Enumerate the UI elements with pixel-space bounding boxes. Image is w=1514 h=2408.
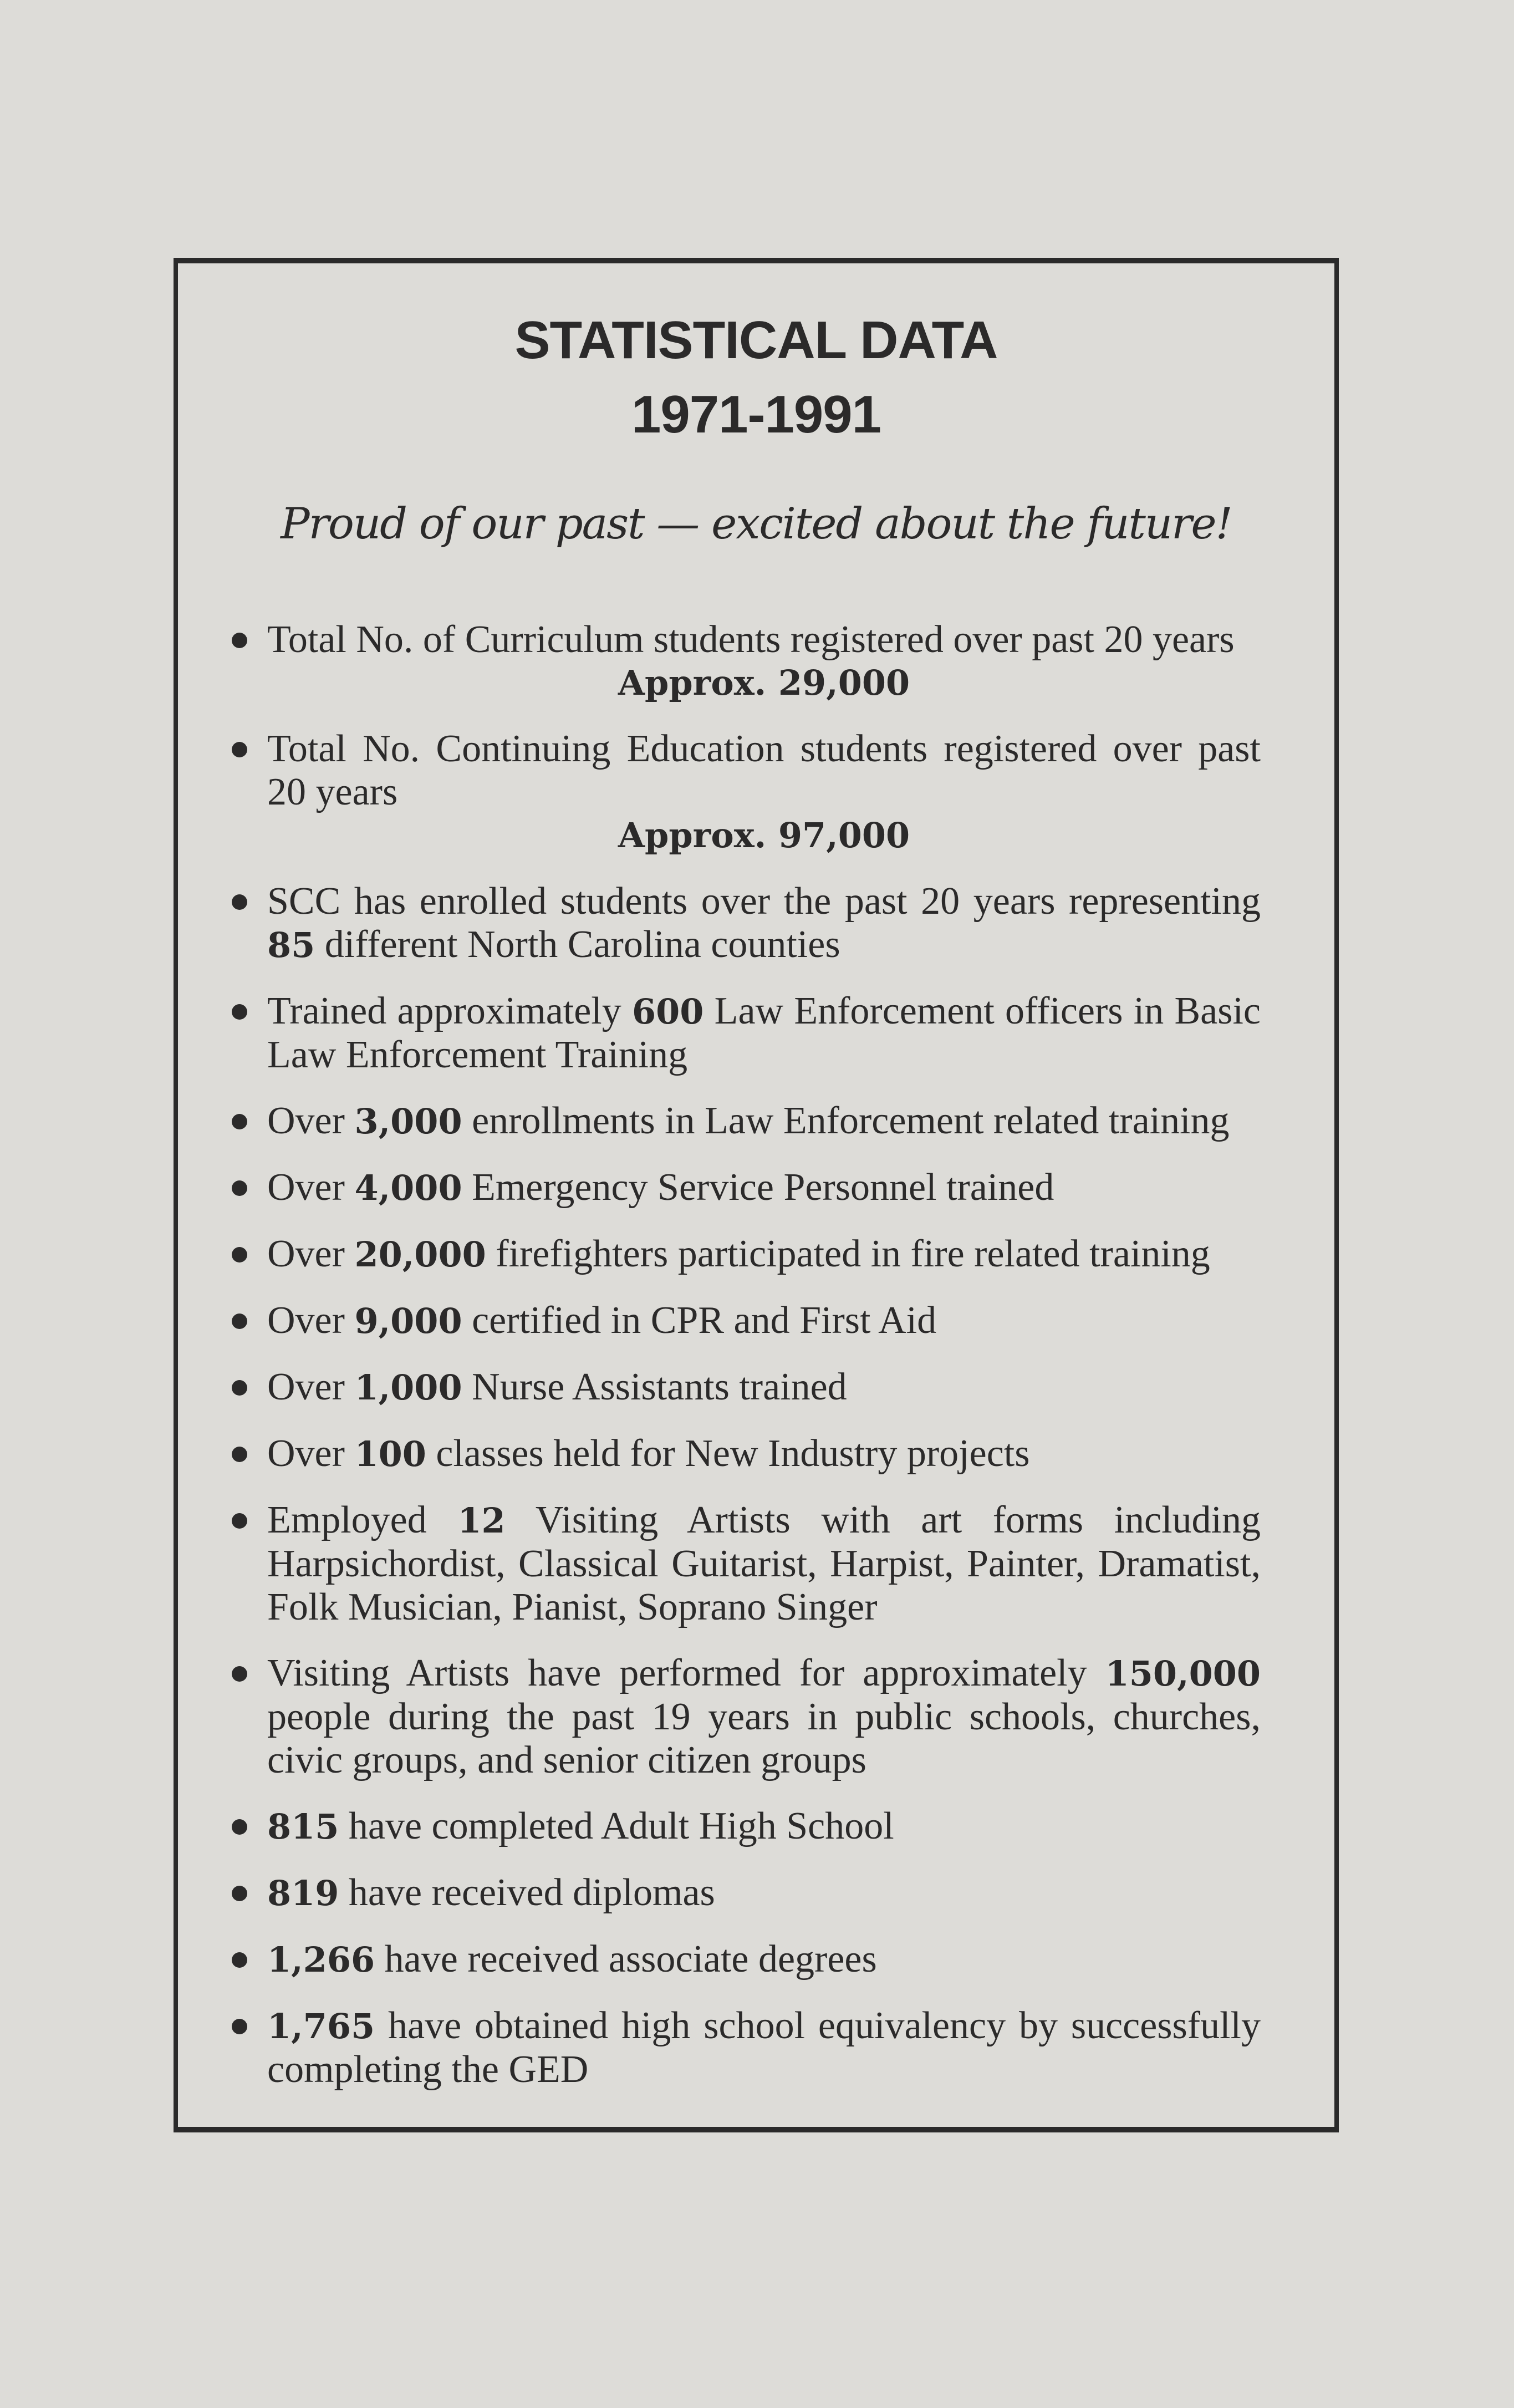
stat-text: Visiting Artists have performed for approximately	[267, 1652, 1105, 1694]
stat-number: 3,000	[354, 1101, 462, 1142]
bullet-icon	[232, 1380, 247, 1396]
bullet-icon	[232, 1314, 247, 1329]
list-item	[232, 1652, 1261, 1782]
stat-text: Visiting Artists with art forms including Harpsichordist, Classical Guitarist, Harpist, Painter, Dramatist, Folk Musician, Pianist, Soprano Singer	[267, 1499, 1261, 1628]
stat-number: 1,000	[354, 1367, 462, 1408]
stat-text: have received diplomas	[339, 1871, 715, 1914]
list-item	[232, 1871, 1261, 1915]
stat-text: Emergency Service Personnel trained	[462, 1166, 1054, 1209]
stat-text: Over	[267, 1366, 355, 1408]
bullet-icon	[232, 633, 247, 648]
stat-text: Nurse Assistants trained	[462, 1366, 847, 1408]
bullet-icon	[232, 1180, 247, 1196]
stat-number: 100	[354, 1434, 426, 1474]
list-item	[232, 880, 1261, 967]
stat-number: 150,000	[1105, 1653, 1261, 1694]
stat-text: have obtained high school equivalency by successfully completing the GED	[267, 2004, 1261, 2091]
bullet-icon	[232, 1513, 247, 1529]
list-item	[232, 1366, 1261, 1409]
list-item	[232, 1805, 1261, 1849]
stat-number: 600	[632, 991, 704, 1032]
stat-number: 20,000	[354, 1234, 486, 1275]
bullet-icon	[232, 1886, 247, 1901]
stat-text: Over	[267, 1299, 355, 1342]
bullet-icon	[232, 1447, 247, 1462]
list-item	[232, 990, 1261, 1077]
bullet-icon	[232, 1819, 247, 1835]
stat-text: Trained approximately	[267, 990, 633, 1032]
stat-number: 12	[457, 1500, 506, 1541]
bullet-icon	[232, 1247, 247, 1262]
stat-text: enrollments in Law Enforcement related training	[462, 1099, 1230, 1142]
stat-text: Total No. of Curriculum students registered over past 20 years	[267, 618, 1235, 661]
approx-value: Approx. 97,000	[618, 815, 910, 856]
page-title: STATISTICAL DATA	[514, 310, 998, 370]
list-item	[232, 727, 1261, 857]
bullet-icon	[232, 894, 247, 910]
list-item	[232, 618, 1261, 705]
stat-text: Law Enforcement officers in Basic Law Enforcement Training	[267, 990, 1261, 1076]
bullet-icon	[232, 1004, 247, 1020]
stat-text: Employed	[267, 1499, 458, 1541]
subtitle: Proud of our past — excited about the future!	[281, 499, 1232, 549]
stat-text: Over	[267, 1099, 355, 1142]
stat-text: Over	[267, 1233, 355, 1275]
stat-number: 4,000	[354, 1168, 462, 1208]
stat-text: certified in CPR and First Aid	[462, 1299, 937, 1342]
list-item	[232, 1166, 1261, 1210]
list-item	[232, 2004, 1261, 2091]
page-title-years: 1971-1991	[631, 385, 881, 444]
list-item	[232, 1299, 1261, 1343]
stat-text: Over	[267, 1166, 355, 1209]
stat-number: 1,266	[267, 1939, 375, 1980]
bullet-icon	[232, 1952, 247, 1968]
bullet-icon	[232, 2019, 247, 2034]
bullet-icon	[232, 742, 247, 757]
stat-text: firefighters participated in fire related training	[486, 1233, 1210, 1275]
stat-text: people during the past 19 years in public schools, churches, civic groups, and senior citizen groups	[267, 1696, 1261, 1781]
statistics-list	[232, 618, 1261, 2114]
stat-text: have received associate degrees	[375, 1938, 877, 1981]
approx-value: Approx. 29,000	[618, 663, 910, 703]
list-item	[232, 1432, 1261, 1476]
list-item	[232, 1938, 1261, 1982]
stat-text: have completed Adult High School	[339, 1805, 894, 1847]
stat-number: 9,000	[354, 1301, 462, 1341]
bullet-icon	[232, 1114, 247, 1129]
stat-number: 815	[267, 1806, 339, 1847]
stat-number: 819	[267, 1873, 339, 1913]
stat-text: classes held for New Industry projects	[426, 1432, 1030, 1475]
statistics-box	[174, 258, 1339, 2132]
stat-number: 85	[267, 925, 315, 965]
list-item	[232, 1099, 1261, 1143]
stat-text: Total No. Continuing Education students registered over past 20 years	[267, 727, 1261, 813]
bullet-icon	[232, 1666, 247, 1682]
stat-text: different North Carolina counties	[315, 923, 840, 966]
stat-text: Over	[267, 1432, 355, 1475]
list-item	[232, 1499, 1261, 1629]
stat-number: 1,765	[267, 2006, 375, 2046]
list-item	[232, 1233, 1261, 1276]
stat-text: SCC has enrolled students over the past 20 years representing	[267, 880, 1261, 923]
